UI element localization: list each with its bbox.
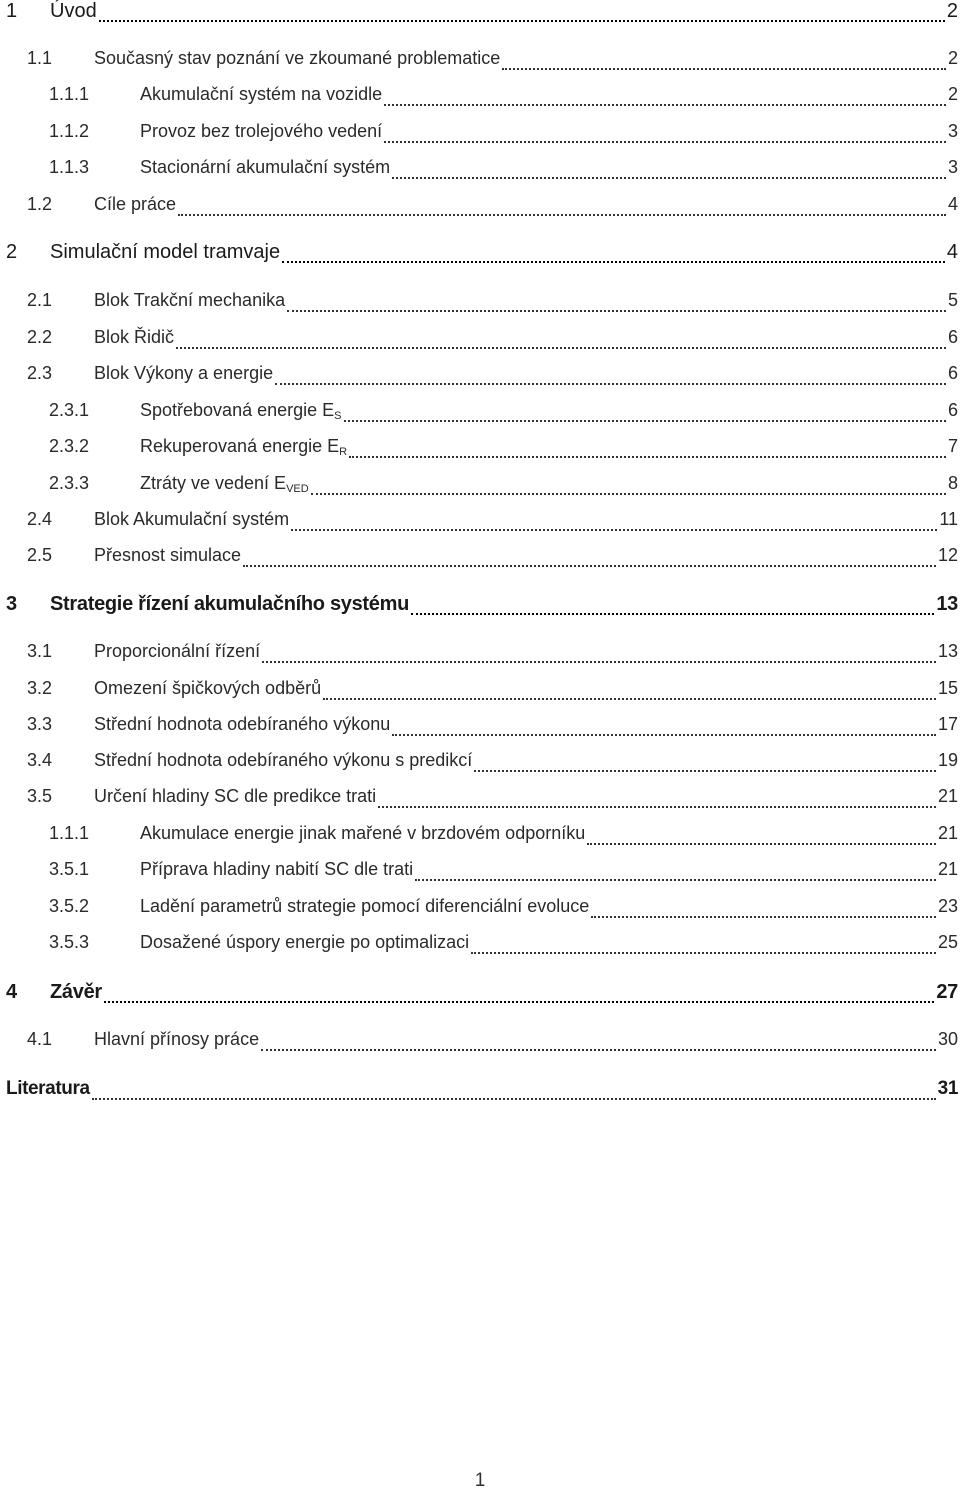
toc-entry-page: 2 (947, 48, 958, 68)
toc-entry-page: 13 (936, 593, 958, 615)
toc-entry-title: Závěr (50, 981, 102, 1003)
toc-entry-title: Akumulační systém na vozidle (140, 84, 383, 104)
toc-entry-number: 3.1 (27, 641, 53, 661)
toc-entry-number: 2.4 (27, 509, 53, 529)
dot-leader (349, 456, 946, 458)
toc-entry-page: 6 (947, 400, 958, 420)
toc-entry-title: Literatura (6, 1078, 90, 1099)
toc-entry-number: 2 (6, 241, 18, 263)
toc-entry[interactable] (0, 678, 960, 708)
dot-leader (104, 1001, 934, 1003)
toc-entry[interactable] (0, 823, 960, 853)
dot-leader (176, 347, 946, 349)
toc-entry-subscript: R (339, 446, 348, 458)
toc-entry-title: Blok Řidič (94, 327, 175, 347)
toc-entry-page: 19 (937, 750, 958, 770)
toc-entry-page: 2 (947, 84, 958, 104)
dot-leader (344, 420, 946, 422)
dot-leader (92, 1098, 936, 1100)
dot-leader (261, 1049, 936, 1051)
toc-entry-title: Dosažené úspory energie po optimalizaci (140, 932, 470, 952)
dot-leader (282, 261, 945, 263)
toc-entry-page: 6 (947, 363, 958, 383)
toc-entry[interactable] (0, 545, 960, 575)
toc-entry[interactable] (0, 593, 960, 623)
toc-entry-number: 3.5 (27, 786, 53, 806)
toc-entry-page: 5 (947, 290, 958, 310)
toc-entry-number: 1.1.3 (49, 157, 90, 177)
dot-leader (291, 529, 937, 531)
toc-entry-title: Akumulace energie jinak mařené v brzdovém odporníku (140, 823, 586, 843)
toc-entry-number: 2.5 (27, 545, 53, 565)
toc-entry[interactable] (0, 750, 960, 780)
toc-entry[interactable] (0, 436, 960, 466)
toc-entry-title: Střední hodnota odebíraného výkonu (94, 714, 391, 734)
toc-entry[interactable] (0, 1078, 960, 1108)
toc-entry-title: Přesnost simulace (94, 545, 242, 565)
toc-entry-title: Strategie řízení akumulačního systému (50, 593, 410, 615)
toc-entry[interactable] (0, 157, 960, 187)
toc-entry-page: 7 (947, 436, 958, 456)
toc-entry-number: 2.1 (27, 290, 53, 310)
toc-entry[interactable] (0, 84, 960, 114)
toc-entry-number: 3 (6, 593, 17, 615)
dot-leader (474, 770, 936, 772)
toc-entry-title: Ztráty ve vedení $E_{VED}$ (140, 473, 309, 495)
dot-leader (591, 916, 936, 918)
toc-entry-page: 4 (946, 241, 958, 263)
toc-entry-page: 25 (937, 932, 958, 952)
toc-entry-number: 3.4 (27, 750, 53, 770)
toc-entry-page: 11 (939, 509, 958, 529)
toc-entry-page: 2 (946, 0, 958, 22)
toc-entry-subscript: VED (286, 483, 309, 495)
dot-leader (99, 20, 945, 22)
toc-entry-number: 1.1.1 (49, 823, 90, 843)
toc-entry-number: 2.2 (27, 327, 53, 347)
toc-entry-title: Cíle práce (94, 194, 177, 214)
toc-entry-number: 1 (6, 0, 18, 22)
dot-leader (415, 879, 936, 881)
toc-entry-number: 1.1.2 (49, 121, 90, 141)
toc-entry-page: 15 (937, 678, 958, 698)
toc-entry-page: 13 (937, 641, 958, 661)
toc-entry-title: Úvod (50, 0, 97, 22)
toc-entry[interactable] (0, 121, 960, 151)
toc-entry[interactable] (0, 473, 960, 503)
toc-entry-page: 21 (937, 786, 958, 806)
toc-entry[interactable] (0, 241, 960, 271)
toc-entry-title: Spotřebovaná energie $E_S$ (140, 400, 342, 422)
toc-entry[interactable] (0, 981, 960, 1011)
toc-entry[interactable] (0, 290, 960, 320)
dot-leader (392, 177, 946, 179)
dot-leader (243, 565, 936, 567)
dot-leader (378, 806, 936, 808)
toc-entry[interactable] (0, 194, 960, 224)
toc-entry-number: 2.3 (27, 363, 53, 383)
toc-entry-number: 1.1 (27, 48, 53, 68)
toc-entry[interactable] (0, 400, 960, 430)
toc-entry-page: 30 (937, 1029, 958, 1049)
toc-entry-title: Blok Výkony a energie (94, 363, 274, 383)
dot-leader (392, 734, 936, 736)
toc-entry-title: Střední hodnota odebíraného výkonu s predikcí (94, 750, 473, 770)
toc-entry[interactable] (0, 48, 960, 78)
toc-entry-title: Hlavní přínosy práce (94, 1029, 260, 1049)
toc-entry-number: 1.1.1 (49, 84, 90, 104)
toc-entry-number: 3.5.2 (49, 896, 90, 916)
toc-entry-title: Současný stav poznání ve zkoumané problematice (94, 48, 501, 68)
toc-entry-page: 23 (937, 896, 958, 916)
toc-entry-subscript: S (334, 410, 342, 422)
dot-leader (323, 698, 936, 700)
toc-entry-number: 3.2 (27, 678, 53, 698)
toc-entry-number: 3.5.3 (49, 932, 90, 952)
dot-leader (384, 141, 946, 143)
toc-entry-page: 4 (947, 194, 958, 214)
toc-entry-title: Omezení špičkových odběrů (94, 678, 322, 698)
toc-entry-number: 4 (6, 981, 17, 1003)
toc-entry-number: 1.2 (27, 194, 53, 214)
toc-entry-title: Blok Trakční mechanika (94, 290, 286, 310)
toc-entry[interactable] (0, 786, 960, 816)
toc-entry-page: 31 (937, 1078, 958, 1099)
dot-leader (471, 952, 936, 954)
toc-entry-title: Stacionární akumulační systém (140, 157, 391, 177)
dot-leader (587, 843, 936, 845)
toc-entry-page: 3 (947, 157, 958, 177)
toc-entry-page: 8 (947, 473, 958, 493)
toc-entry-title: Příprava hladiny nabití SC dle trati (140, 859, 414, 879)
toc-entry[interactable] (0, 896, 960, 926)
toc-entry-number: 4.1 (27, 1029, 53, 1049)
toc-entry-page: 12 (937, 545, 958, 565)
toc-entry-number: 3.3 (27, 714, 53, 734)
dot-leader (287, 310, 946, 312)
toc-entry[interactable] (0, 363, 960, 393)
toc-entry-number: 2.3.1 (49, 400, 90, 420)
toc-entry-title: Rekuperovaná energie $E_R$ (140, 436, 348, 458)
toc-entry-page: 27 (936, 981, 958, 1003)
toc-entry-page: 21 (937, 823, 958, 843)
toc-entry-title: Ladění parametrů strategie pomocí diferenciální evoluce (140, 896, 590, 916)
toc-entry-page: 3 (947, 121, 958, 141)
toc-entry[interactable] (0, 932, 960, 962)
toc-entry-title: Simulační model tramvaje (50, 241, 281, 263)
toc-entry[interactable] (0, 714, 960, 744)
dot-leader (275, 383, 946, 385)
dot-leader (502, 68, 946, 70)
toc-entry[interactable] (0, 0, 960, 30)
toc-entry[interactable] (0, 1029, 960, 1059)
toc-entry-title: Určení hladiny SC dle predikce trati (94, 786, 377, 806)
toc-entry[interactable] (0, 859, 960, 889)
dot-leader (262, 661, 936, 663)
toc-entry-page: 21 (937, 859, 958, 879)
toc-entry-page: 6 (947, 327, 958, 347)
toc-entry-page: 17 (937, 714, 958, 734)
toc-entry[interactable] (0, 641, 960, 671)
dot-leader (311, 493, 946, 495)
toc-entry[interactable] (0, 509, 960, 539)
toc-entry-number: 2.3.2 (49, 436, 90, 456)
dot-leader (411, 613, 934, 615)
dot-leader (178, 214, 946, 216)
toc-entry-number: 2.3.3 (49, 473, 90, 493)
toc-entry-number: 3.5.1 (49, 859, 90, 879)
toc-entry-title: Provoz bez trolejového vedení (140, 121, 383, 141)
toc-entry[interactable] (0, 327, 960, 357)
dot-leader (384, 104, 946, 106)
toc-entry-title: Blok Akumulační systém (94, 509, 290, 529)
page-number: 1 (474, 1470, 486, 1491)
toc-entry-title: Proporcionální řízení (94, 641, 261, 661)
